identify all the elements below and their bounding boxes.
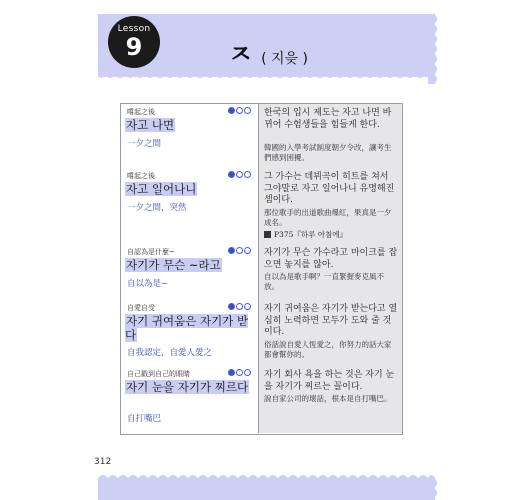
page-number: 312 [94,457,112,467]
difficulty-dots-icon [228,369,251,376]
difficulty-dots-icon [228,171,251,178]
example-korean: 자기 귀여움은 자기가 받는다고 열심히 노력하면 모두가 도와 줄 것이다. [264,304,398,337]
entry-korean: 자기 눈을 자기가 찌르다 [126,380,249,394]
example-korean: 자기 회사 욕을 하는 것은 자기 눈을 자기가 찌르는 꼴이다. [264,370,395,392]
footer-banner [98,478,435,500]
example-cell [259,168,402,244]
entry-chinese: 一夕之間 [127,139,162,149]
example-chinese: 說自家公司的壞話，根本是自打嘴巴。 [264,394,392,403]
entry-chinese: 自打嘴巴 [127,414,162,424]
banner-wave-edge [98,70,435,84]
example-cell [259,300,402,366]
page-title [228,34,308,70]
entry-chinese: 自我認定，自愛人愛之 [127,348,213,358]
table-row [121,104,402,169]
entry-korean: 자기가 무슨 ~라고 [126,258,221,272]
entry-category: 嚐起之後 [127,172,155,180]
table-row [121,244,402,301]
lesson-label: Lesson [117,24,151,34]
difficulty-dots-icon [228,247,251,254]
example-chinese: 韓國的入學考試制度朝夕令改，讓考生們感到困擾。 [264,143,392,162]
entry-category: 嚐起之後 [127,108,155,116]
square-bullet-icon [264,231,271,238]
entry-korean: 자고 나면 [126,118,175,132]
table-row [121,300,402,367]
footer-wave-side [428,478,442,500]
example-chinese: 俗話說自愛人恆愛之，你努力的話大家都會幫你的。 [264,340,392,359]
entry-korean: 자고 일어나니 [126,182,197,196]
table-row [121,366,402,433]
entry-korean: 자기 귀여움은 자기가 받다 [125,314,249,342]
difficulty-dots-icon [228,107,251,114]
example-chinese: 自以為是歌手啊？一直緊握麥克風不放。 [264,272,384,291]
title-letter: ㅈ [228,40,254,70]
lesson-number: 9 [125,33,143,61]
entry-cell [121,366,259,433]
example-cell [259,366,402,433]
example-korean: 그 가수는 데뷔곡이 히트를 쳐서 그야말로 자고 일어나니 유명해진 셈이다. [264,172,395,205]
entry-category: 自己戳到自己的眼睛 [127,370,190,378]
entry-category: 自愛自受 [127,304,155,312]
entry-cell [121,244,259,300]
entry-chinese: 一夕之間，突然 [127,203,187,213]
difficulty-dots-icon [228,303,251,310]
entry-cell [121,104,259,168]
banner-wave-side [428,14,442,84]
reference-note [264,229,347,240]
entry-chinese: 自以為是~ [127,279,169,289]
example-cell [259,244,402,300]
example-korean: 한국의 입시 제도는 자고 나면 바뀌어 수험생들을 힘들게 한다. [264,108,392,130]
example-cell [259,104,402,168]
entry-cell [121,168,259,244]
example-chinese: 那位歌手的出道歌曲爆紅，果真是一夕成名。 [264,208,392,227]
reference-text: P375『하루 아침에』 [274,230,347,239]
table-row [121,168,402,245]
lesson-badge [108,16,160,68]
entry-cell [121,300,259,366]
vocab-table [120,103,403,435]
example-korean: 자기가 무슨 가수라고 마이크를 잡으면 놓지를 않아. [264,248,398,270]
entry-category: 自認為是什麼~ [127,248,175,256]
title-letter-name: ( 지읒 ) [261,51,308,67]
